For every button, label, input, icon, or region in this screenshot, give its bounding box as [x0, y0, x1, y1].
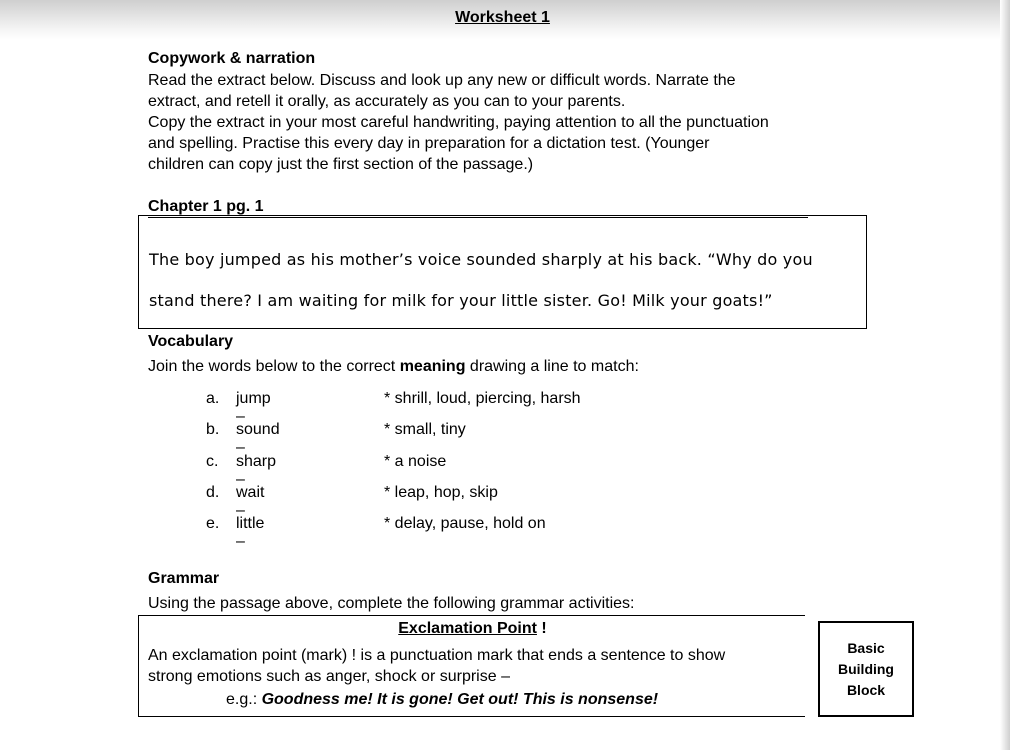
vocab-word: wait –: [236, 484, 265, 519]
copywork-line: Copy the extract in your most careful handwriting, paying attention to all the punctuation: [148, 114, 769, 131]
chapter-heading: Chapter 1 pg. 1: [148, 197, 808, 218]
copywork-heading: Copywork & narration: [148, 50, 316, 67]
copywork-line: extract, and retell it orally, as accurately as you can to your parents.: [148, 93, 626, 110]
vocab-letter: e.: [206, 515, 220, 532]
vocabulary-instruction-text: drawing a line to match:: [465, 358, 639, 375]
copywork-line: and spelling. Practise this every day in preparation for a dictation test. (Younger: [148, 135, 710, 152]
vocab-word: sound –: [236, 421, 280, 456]
vocab-meaning: * delay, pause, hold on: [384, 515, 546, 532]
vocab-meaning: * small, tiny: [384, 421, 466, 438]
vocab-word: sharp –: [236, 453, 277, 488]
grammar-heading: Grammar: [148, 570, 220, 587]
exclamation-point-title: [139, 620, 806, 638]
vocab-letter: d.: [206, 484, 220, 501]
grammar-instruction: Using the passage above, complete the following grammar activities:: [148, 595, 635, 612]
page-right-shadow: [1000, 0, 1010, 750]
vocab-word: jump –: [236, 390, 271, 425]
exclamation-point-title-text: Exclamation Point: [398, 620, 537, 637]
passage-line: stand there? I am waiting for milk for your little sister. Go! Milk your goats!”: [149, 291, 773, 310]
exclamation-examples: [226, 691, 658, 709]
vocab-letter: a.: [206, 390, 220, 407]
vocabulary-instruction-text: Join the words below to the correct: [148, 358, 400, 375]
exclamation-point-title-mark: !: [536, 620, 547, 637]
passage-line: The boy jumped as his mother’s voice sounded sharply at his back. “Why do you: [149, 250, 813, 269]
worksheet-title: Worksheet 1: [455, 9, 550, 26]
example-label: e.g.:: [226, 691, 262, 708]
copywork-instructions: [148, 70, 868, 175]
vocab-letter: b.: [206, 421, 220, 438]
vocab-letter: c.: [206, 453, 219, 470]
vocab-meaning: * shrill, loud, piercing, harsh: [384, 390, 581, 407]
exclamation-point-box: [138, 615, 805, 717]
vocab-meaning: * a noise: [384, 453, 447, 470]
vocabulary-instruction: [148, 356, 868, 377]
vocab-meaning: * leap, hop, skip: [384, 484, 498, 501]
badge-line: Basic: [847, 639, 885, 656]
vocabulary-heading: Vocabulary: [148, 333, 234, 350]
definition-line: strong emotions such as anger, shock or surprise –: [148, 668, 510, 685]
badge-line: Block: [846, 681, 886, 698]
passage-box: [138, 215, 867, 329]
basic-building-block-badge: [818, 621, 914, 717]
vocabulary-instruction-bold: meaning: [399, 358, 466, 375]
definition-line: An exclamation point (mark) ! is a punctuation mark that ends a sentence to show: [148, 647, 726, 664]
copywork-line: children can copy just the first section of the passage.): [148, 156, 534, 173]
vocab-word: little –: [236, 515, 265, 550]
example-text: Goodness me! It is gone! Get out! This is nonsense!: [261, 691, 659, 708]
exclamation-point-definition: [148, 645, 808, 687]
badge-line: Building: [838, 660, 894, 677]
copywork-line: Read the extract below. Discuss and look up any new or difficult words. Narrate the: [148, 72, 736, 89]
